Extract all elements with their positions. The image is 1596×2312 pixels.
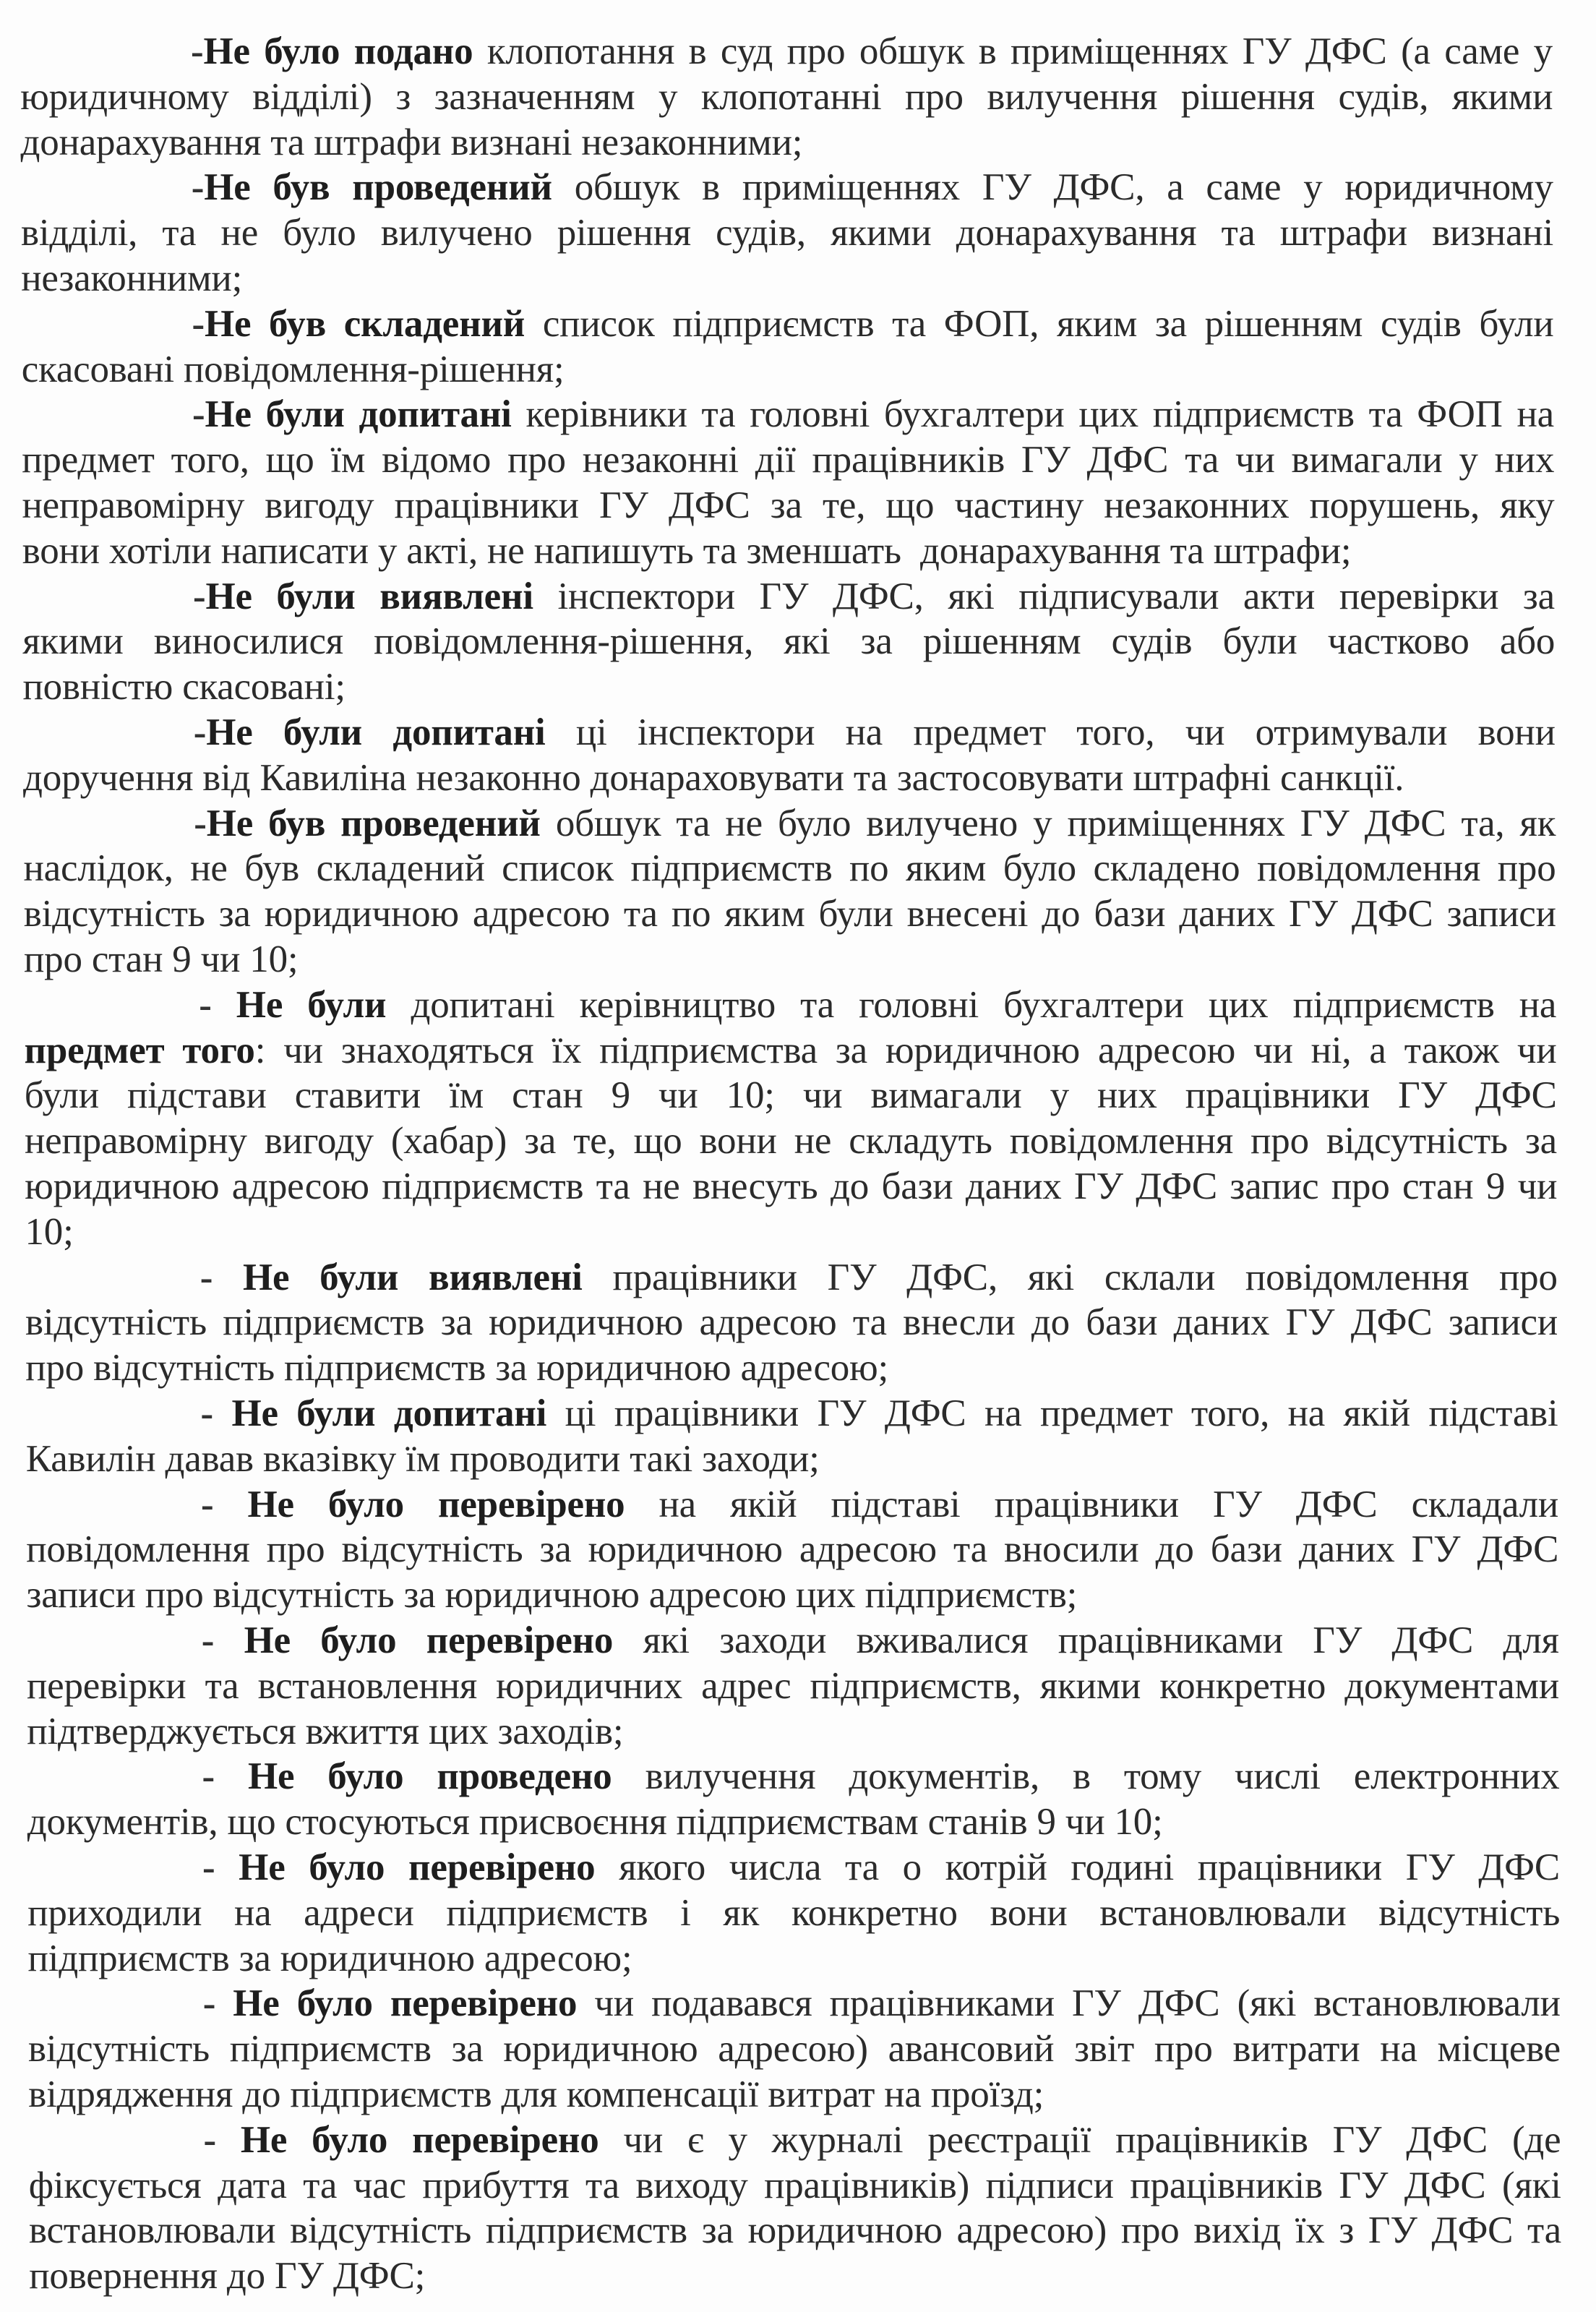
line-text: відрядження до підприємств для компенсації витрат на проїзд; xyxy=(28,2073,1044,2115)
line-text: відсутність підприємств за юридичною адресою та внесли до бази даних ГУ ДФС записи xyxy=(25,1301,1558,1344)
line-text: повністю скасовані; xyxy=(22,666,346,708)
paragraph-first-line xyxy=(22,574,1555,619)
paragraph-line xyxy=(27,1664,1559,1708)
paragraph-line xyxy=(29,2208,1561,2253)
line-text: ці працівники ГУ ДФС на предмет того, на якій підставі xyxy=(546,1392,1558,1434)
paragraph-line xyxy=(25,1209,1558,1254)
paragraph-line xyxy=(27,1572,1559,1617)
line-text: Кавилін давав вказівку їм проводити такі заходи; xyxy=(25,1437,820,1480)
list-dash: - xyxy=(202,1755,248,1798)
line-text: наслідок, не був складений список підприємств по яким було складено повідомлення про xyxy=(23,847,1556,890)
line-text: неправомірну вигоду працівники ГУ ДФС за те, що частину незаконних порушень, яку xyxy=(22,484,1555,526)
list-dash: - xyxy=(200,1256,243,1298)
line-text: доручення від Кавиліна незаконно донараховувати та застосовувати штрафні санкції. xyxy=(23,756,1404,799)
line-text: повідомлення про відсутність за юридичною адресою та вносили до бази даних ГУ ДФС xyxy=(26,1528,1559,1571)
paragraph-first-line xyxy=(29,2118,1561,2162)
line-text: відсутність підприємств за юридичною адресою) авансовий звіт про витрати на місцеве xyxy=(28,2028,1561,2071)
line-text: керівники та головні бухгалтери цих підприємств та ФОП на xyxy=(511,393,1554,436)
paragraph-line xyxy=(25,1073,1557,1118)
list-dash: - xyxy=(191,166,205,209)
list-dash: - xyxy=(191,30,204,72)
paragraph-first-line xyxy=(22,392,1554,437)
list-dash: - xyxy=(199,983,236,1026)
line-text: донарахування та штрафи визнані незаконними; xyxy=(20,121,803,163)
line-text: неправомірну вигоду (хабар) за те, що вони не складуть повідомлення про відсутність за xyxy=(25,1120,1557,1163)
paragraph-line xyxy=(20,74,1553,119)
line-text: працівники ГУ ДФС, які склали повідомлення про xyxy=(582,1256,1558,1298)
bold-lead-phrase: Не було перевірено xyxy=(240,2118,599,2161)
line-text: документів, що стосуються присвоєння підприємствам станів 9 чи 10; xyxy=(27,1801,1163,1844)
line-text: підтверджується вжиття цих заходів; xyxy=(27,1710,624,1752)
list-dash: - xyxy=(201,1619,244,1661)
paragraph-line xyxy=(22,347,1554,392)
line-text: повернення до ГУ ДФС; xyxy=(29,2255,426,2298)
line-text: вилучення документів, в тому числі електронних xyxy=(612,1755,1560,1798)
paragraph-line xyxy=(27,1799,1560,1844)
line-text: про відсутність підприємств за юридичною адресою; xyxy=(25,1347,889,1390)
list-dash: - xyxy=(194,802,207,844)
line-text: на якій підставі працівники ГУ ДФС складали xyxy=(625,1483,1559,1525)
paragraph-line xyxy=(21,256,1553,301)
bold-lead-phrase: Не був складений xyxy=(204,302,525,345)
paragraph-line xyxy=(28,1936,1561,1981)
list-dash: - xyxy=(193,711,207,753)
paragraph-line xyxy=(27,1891,1560,1935)
line-text: інспектори ГУ ДФС, які підписували акти перевірки за xyxy=(533,575,1555,617)
bold-lead-phrase: Не було перевірено xyxy=(247,1483,625,1525)
paragraph-line xyxy=(25,1345,1558,1390)
line-text: якими виносилися повідомлення-рішення, які за рішенням судів були частково або xyxy=(22,620,1556,663)
bold-lead-phrase: Не були виявлені xyxy=(205,575,533,617)
paragraph-first-line xyxy=(27,1845,1560,1890)
bold-lead-phrase: Не було проведено xyxy=(247,1755,612,1798)
paragraph-line xyxy=(29,2163,1561,2208)
line-text: список підприємств та ФОП, яким за рішенням судів були xyxy=(525,302,1554,345)
paragraph-first-line xyxy=(23,710,1556,755)
bold-lead-phrase: Не були допитані xyxy=(231,1392,547,1434)
paragraph-first-line xyxy=(26,1391,1558,1436)
paragraph-first-line xyxy=(27,1618,1559,1663)
paragraph-line xyxy=(27,1709,1559,1754)
paragraph-line xyxy=(22,619,1555,664)
paragraph-first-line xyxy=(23,801,1556,846)
bold-lead-phrase: Не було подано xyxy=(203,30,473,72)
line-text: вони хотіли написати у акті, не напишуть та зменшать донарахування та штрафи; xyxy=(22,529,1352,572)
line-text: були підстави ставити їм стан 9 чи 10; чи вимагали у них працівники ГУ ДФС xyxy=(24,1074,1557,1117)
paragraph-line xyxy=(28,2072,1561,2117)
paragraph-line xyxy=(26,1527,1558,1572)
line-text: юридичною адресою підприємств та не внесуть до бази даних ГУ ДФС запис про стан 9 чи xyxy=(25,1165,1558,1207)
line-text: допитані керівництво та головні бухгалтери цих підприємств на xyxy=(386,983,1557,1026)
list-dash: - xyxy=(192,302,205,345)
paragraph-line xyxy=(25,1300,1558,1345)
paragraph-first-line xyxy=(21,165,1553,210)
paragraph-first-line xyxy=(24,982,1556,1027)
paragraph-line xyxy=(22,528,1555,573)
bold-lead-phrase: предмет того xyxy=(24,1029,255,1071)
line-text: незаконними; xyxy=(21,257,243,299)
line-text: обшук та не було вилучено у приміщеннях ГУ ДФС та, як xyxy=(540,802,1556,844)
paragraph-first-line xyxy=(26,1482,1558,1527)
paragraph-line xyxy=(24,846,1556,891)
bold-lead-phrase: Не було перевірено xyxy=(239,1846,596,1888)
list-dash: - xyxy=(202,1846,239,1888)
line-text: скасовані повідомлення-рішення; xyxy=(21,348,565,390)
paragraph-line xyxy=(29,2253,1561,2298)
line-text: клопотання в суд про обшук в приміщеннях ГУ ДФС (а саме у xyxy=(473,30,1553,72)
bold-lead-phrase: Не були виявлені xyxy=(242,1256,583,1298)
paragraph-line xyxy=(24,937,1556,982)
line-text: чи подавався працівниками ГУ ДФС (які встановлювали xyxy=(577,1982,1561,2025)
paragraph-line xyxy=(22,437,1554,482)
line-text: відділі, та не було вилучено рішення судів, якими донарахування та штрафи визнані xyxy=(21,212,1553,254)
paragraph-line xyxy=(28,2026,1561,2071)
paragraph-line xyxy=(21,120,1553,165)
bold-lead-phrase: Не були допитані xyxy=(206,711,546,753)
bold-lead-phrase: Не було перевірено xyxy=(233,1982,578,2025)
paragraph-line xyxy=(23,664,1556,709)
bold-lead-phrase: Не був проведений xyxy=(206,802,541,844)
line-text: встановлювали відсутність підприємств за юридичною адресою) про вихід їх з ГУ ДФС та xyxy=(29,2209,1561,2252)
bold-lead-phrase: Не був проведений xyxy=(204,166,552,209)
paragraph-first-line xyxy=(27,1754,1560,1799)
list-dash: - xyxy=(202,1982,233,2025)
line-text: чи є у журналі реєстрації працівників ГУ ДФС (де xyxy=(598,2118,1561,2161)
line-text: записи про відсутність за юридичною адресою цих підприємств; xyxy=(26,1574,1078,1617)
line-text: юридичному відділі) з зазначенням у клопотанні про вилучення рішення судів, якими xyxy=(20,75,1553,118)
line-text: фіксується дата та час прибуття та виходу працівників) підписи працівників ГУ ДФС (які xyxy=(28,2164,1561,2206)
list-dash: - xyxy=(192,393,205,436)
list-dash: - xyxy=(201,1483,248,1525)
paragraph-first-line xyxy=(22,301,1554,346)
paragraph-line xyxy=(25,1164,1557,1209)
line-text: : чи знаходяться їх підприємства за юридичною адресою чи ні, а також чи xyxy=(254,1029,1557,1071)
line-text: підприємств за юридичною адресою; xyxy=(27,1937,632,1979)
paragraph-line xyxy=(25,1028,1557,1073)
line-text: відсутність за юридичною адресою та по яким були внесені до бази даних ГУ ДФС записи xyxy=(23,893,1556,935)
line-text: ці інспектори на предмет того, чи отримували вони xyxy=(545,711,1556,753)
bold-lead-phrase: Не були xyxy=(236,983,387,1026)
paragraph-line xyxy=(24,891,1556,936)
line-text: перевірки та встановлення юридичних адрес підприємств, якими конкретно документами xyxy=(27,1664,1559,1707)
list-dash: - xyxy=(203,2118,241,2161)
paragraph-first-line xyxy=(25,1255,1558,1300)
paragraph-first-line xyxy=(20,29,1553,74)
line-text: якого числа та о котрій годині працівники ГУ ДФС xyxy=(595,1846,1560,1888)
paragraph-line xyxy=(26,1437,1558,1481)
paragraph-line xyxy=(21,210,1553,255)
line-text: приходили на адреси підприємств і як конкретно вони встановлювали відсутність xyxy=(27,1891,1561,1934)
paragraph-line xyxy=(23,755,1556,800)
line-text: про стан 9 чи 10; xyxy=(24,938,299,980)
line-text: обшук в приміщеннях ГУ ДФС, а саме у юридичному xyxy=(552,166,1553,209)
paragraph-line xyxy=(25,1118,1557,1163)
bold-lead-phrase: Не було перевірено xyxy=(244,1619,614,1661)
paragraph-line xyxy=(22,483,1555,528)
list-dash: - xyxy=(193,575,206,617)
line-text: які заходи вживалися працівниками ГУ ДФС для xyxy=(613,1619,1559,1661)
line-text: 10; xyxy=(25,1210,74,1253)
line-text: предмет того, що їм відомо про незаконні дії працівників ГУ ДФС та чи вимагали у них xyxy=(22,439,1555,481)
bold-lead-phrase: Не були допитані xyxy=(205,393,512,436)
list-dash: - xyxy=(200,1392,232,1434)
paragraph-first-line xyxy=(28,1981,1561,2026)
